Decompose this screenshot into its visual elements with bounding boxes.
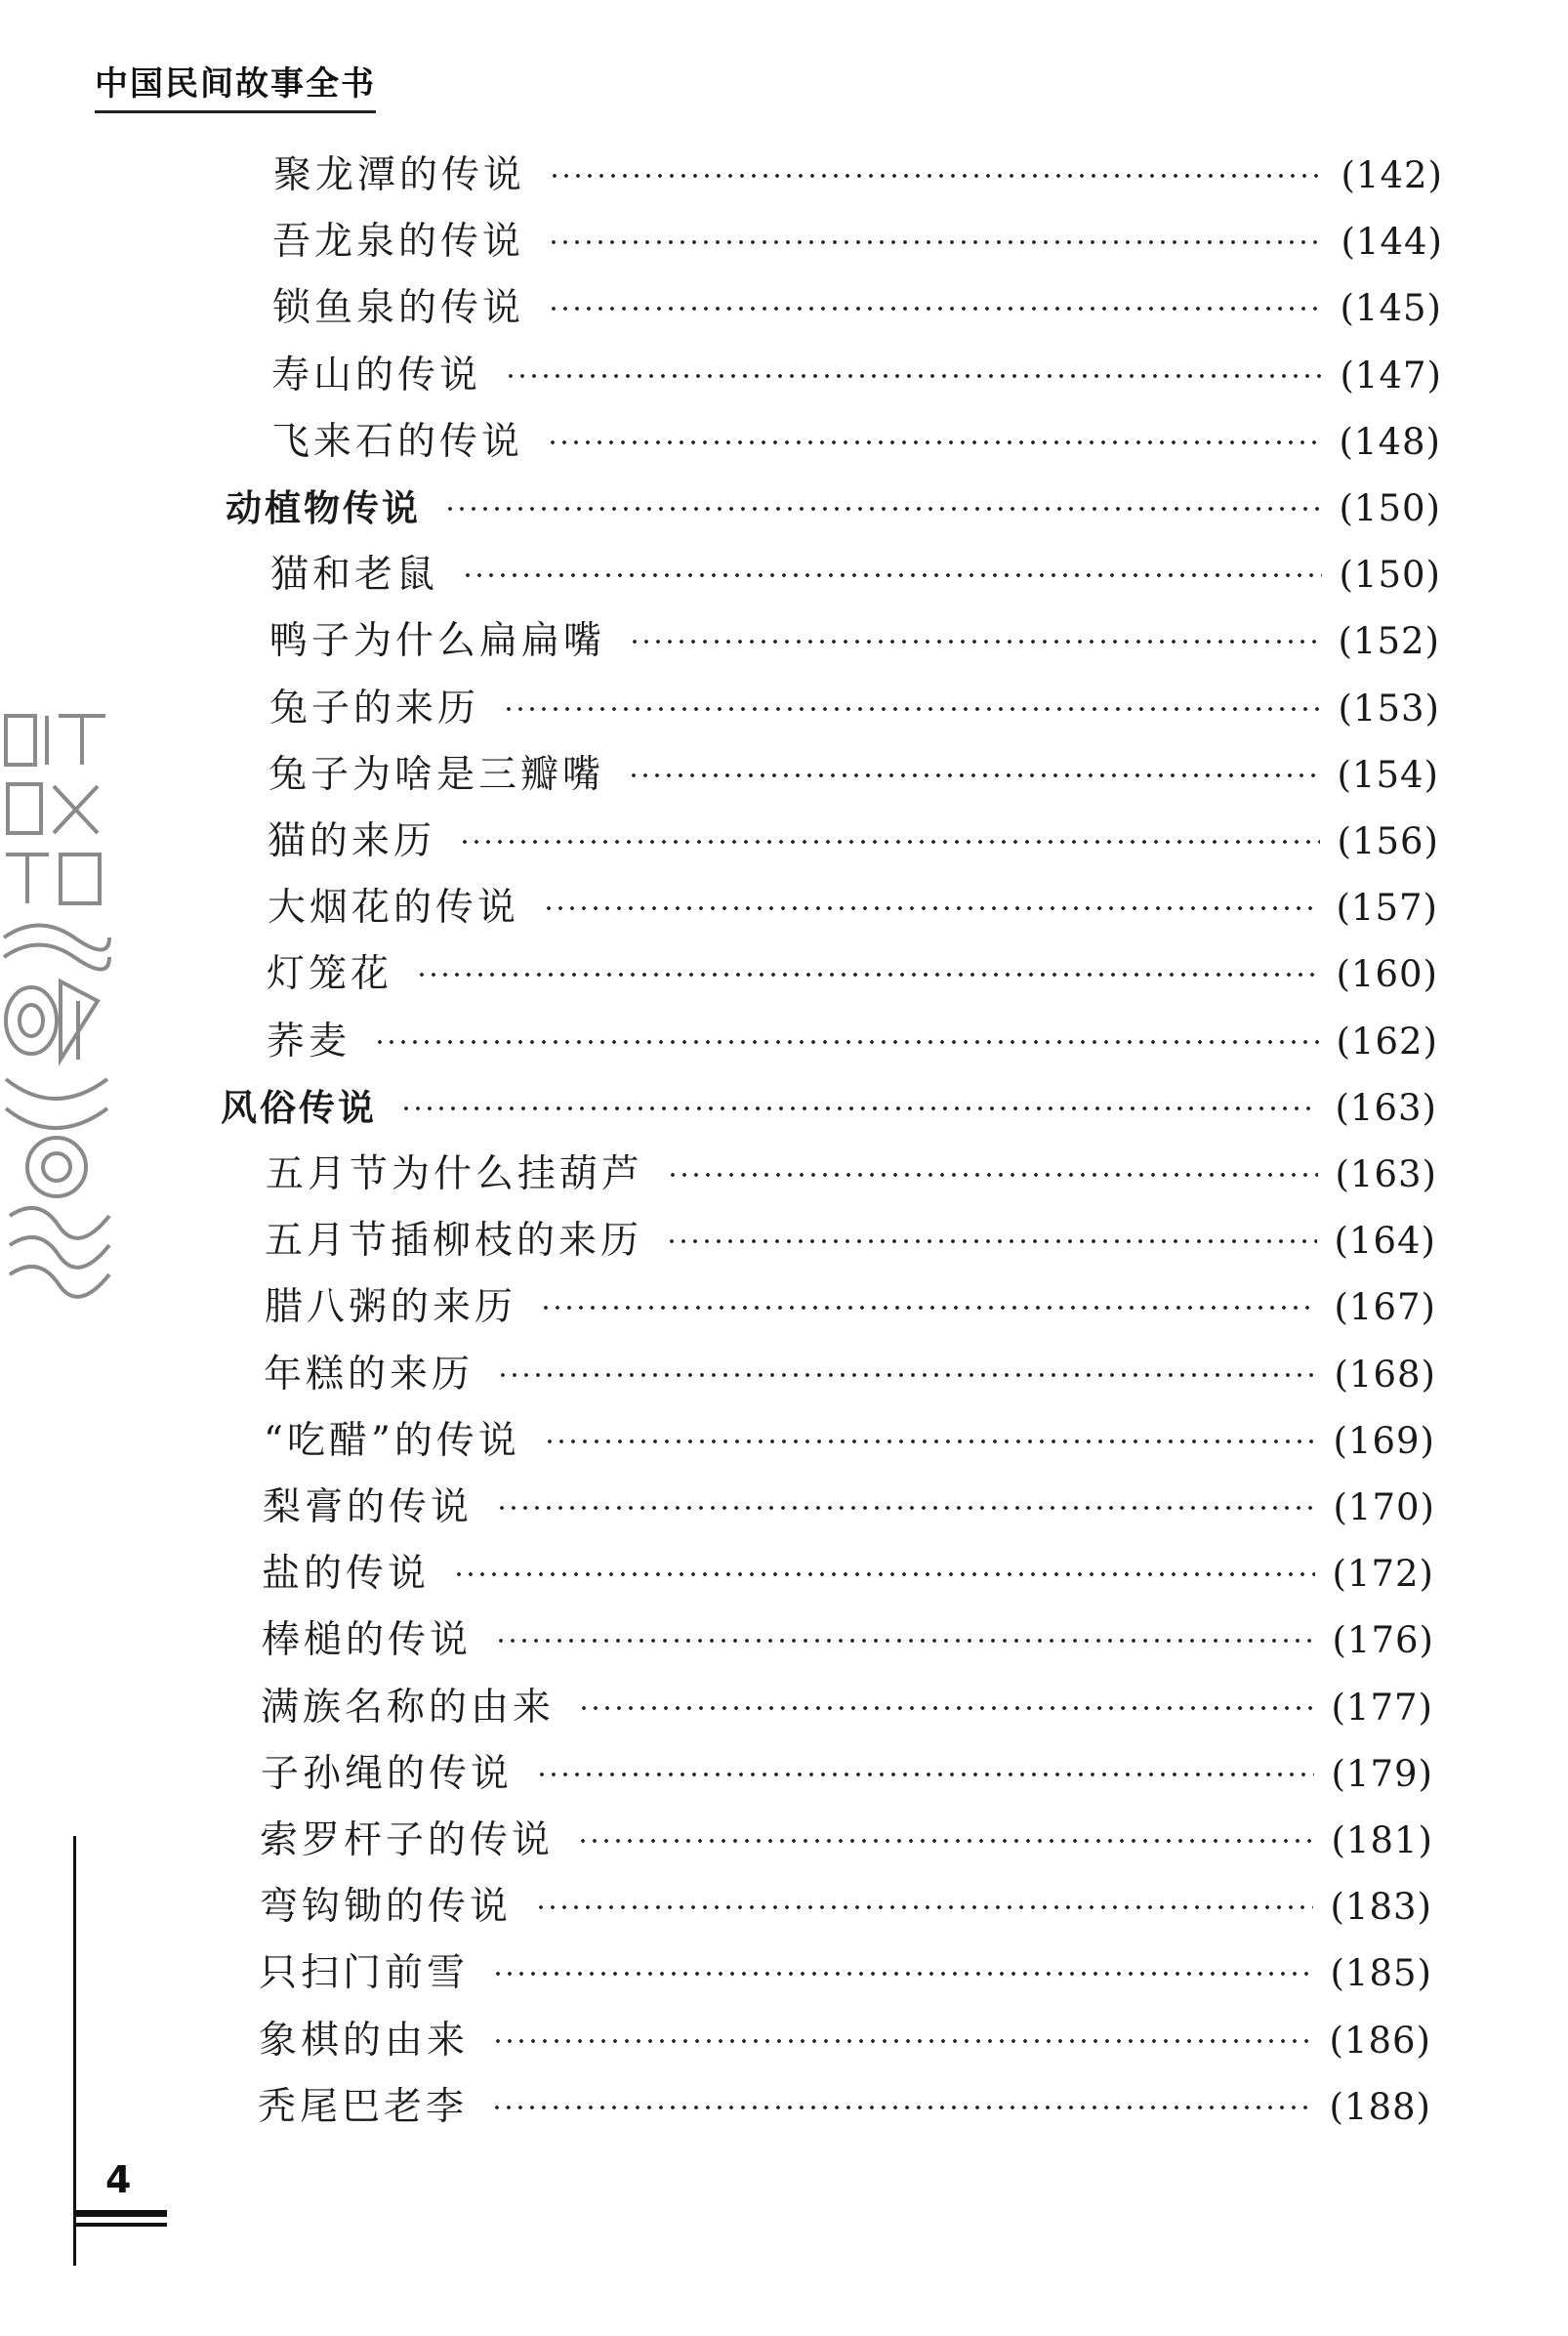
dot-leader xyxy=(536,1772,1313,1777)
toc-entry-row xyxy=(259,2012,1431,2070)
dot-leader xyxy=(495,1638,1314,1644)
toc-entry-title: 年糕的来历 xyxy=(264,1353,475,1397)
toc-entry-title: 飞来石的传说 xyxy=(271,420,524,464)
book-title-header: 中国民间故事全书 xyxy=(95,57,376,113)
toc-page-number: (154) xyxy=(1337,754,1439,796)
toc-entry-title: 只扫门前雪 xyxy=(259,1951,470,1995)
toc-page-number: (170) xyxy=(1333,1486,1435,1528)
toc-entry-title: 兔子为啥是三瓣嘴 xyxy=(268,753,605,797)
toc-page-number: (163) xyxy=(1335,1087,1437,1129)
toc-page-number: (188) xyxy=(1329,2086,1431,2128)
dot-leader xyxy=(505,373,1322,379)
toc-entry-row xyxy=(272,279,1442,338)
toc-entry-title: 鸭子为什么扁扁嘴 xyxy=(269,619,606,663)
toc-page-number: (179) xyxy=(1331,1753,1433,1795)
dot-leader xyxy=(416,972,1318,978)
footer-rule-thick xyxy=(73,2210,167,2217)
toc-page-number: (156) xyxy=(1337,820,1439,862)
dot-leader xyxy=(577,1838,1313,1844)
dot-leader xyxy=(578,1705,1313,1711)
toc-entry-title: 猫的来历 xyxy=(268,819,436,863)
dot-leader xyxy=(491,2105,1311,2110)
toc-page-number: (144) xyxy=(1341,221,1443,263)
toc-page-number: (167) xyxy=(1334,1286,1436,1328)
toc-page-number: (164) xyxy=(1334,1220,1436,1262)
toc-entry-title: 五月节插柳枝的来历 xyxy=(265,1219,643,1263)
dot-leader xyxy=(400,1105,1318,1111)
toc-page-number: (145) xyxy=(1340,287,1442,329)
toc-entry-row xyxy=(267,1013,1438,1071)
toc-page-number: (169) xyxy=(1333,1420,1435,1462)
dot-leader xyxy=(548,239,1323,245)
toc-page-number: (153) xyxy=(1338,688,1440,730)
toc-entry-title: 子孙绳的传说 xyxy=(261,1752,514,1796)
toc-page-number: (168) xyxy=(1334,1354,1436,1396)
dot-leader xyxy=(547,439,1321,445)
toc-section-title: 动植物传说 xyxy=(226,487,421,529)
dot-leader xyxy=(544,1439,1316,1444)
toc-entry-title: “吃醋”的传说 xyxy=(264,1419,520,1463)
toc-entry-title: 腊八粥的来历 xyxy=(265,1285,517,1329)
toc-entry-row xyxy=(271,413,1441,472)
toc-entry-row xyxy=(266,1146,1437,1204)
page-number: 4 xyxy=(105,2158,132,2201)
toc-page-number: (142) xyxy=(1341,154,1443,196)
toc-page-number: (160) xyxy=(1336,953,1438,995)
dot-leader xyxy=(535,1904,1312,1910)
toc-entry-row xyxy=(264,1346,1436,1404)
footer-rule-thin xyxy=(73,2223,167,2227)
toc-entry-title: 盐的传说 xyxy=(262,1552,431,1596)
dot-leader xyxy=(503,706,1320,712)
toc-entry-title: 索罗杆子的传说 xyxy=(260,1818,555,1862)
toc-entry-title: 吾龙泉的传说 xyxy=(272,220,525,264)
toc-entry-title: 满族名称的由来 xyxy=(261,1686,556,1730)
toc-entry-title: 荞麦 xyxy=(267,1020,351,1064)
toc-entry-row xyxy=(263,1479,1435,1537)
dot-leader xyxy=(666,1238,1316,1244)
dot-leader xyxy=(543,905,1318,911)
toc-section-row xyxy=(226,480,1441,538)
toc-page-number: (183) xyxy=(1330,1886,1432,1928)
toc-entry-title: 棒槌的传说 xyxy=(262,1618,473,1662)
toc-section-row xyxy=(221,1079,1437,1138)
toc-entry-row xyxy=(268,746,1439,805)
toc-entry-row xyxy=(270,546,1441,605)
toc-page-number: (176) xyxy=(1332,1619,1434,1661)
toc-entry-title: 寿山的传说 xyxy=(271,354,482,397)
toc-page-number: (181) xyxy=(1331,1819,1433,1861)
toc-page-number: (162) xyxy=(1336,1021,1438,1063)
toc-entry-title: 秃尾巴老李 xyxy=(258,2085,469,2129)
toc-entry-row xyxy=(262,1611,1434,1670)
toc-page-number: (148) xyxy=(1339,421,1441,463)
toc-entry-row xyxy=(260,1812,1433,1870)
dot-leader xyxy=(540,1305,1316,1311)
toc-entry-row xyxy=(262,1545,1434,1604)
toc-entry-row xyxy=(261,1679,1433,1737)
toc-page-number: (186) xyxy=(1329,2020,1431,2062)
dot-leader xyxy=(444,506,1322,512)
toc-entry-title: 梨膏的传说 xyxy=(263,1485,474,1529)
dot-leader xyxy=(492,2038,1311,2044)
toc-entry-row xyxy=(265,1212,1436,1271)
dot-leader xyxy=(462,572,1321,578)
dot-leader xyxy=(459,839,1319,845)
dot-leader xyxy=(549,173,1323,179)
toc-entry-row xyxy=(269,680,1440,738)
toc-page-number: (150) xyxy=(1339,487,1441,529)
toc-entry-title: 象棋的由来 xyxy=(259,2019,470,2063)
toc-page-number: (150) xyxy=(1339,554,1441,596)
toc-entry-row xyxy=(269,612,1440,671)
toc-entry-row xyxy=(265,1278,1436,1337)
toc-entry-row xyxy=(258,2078,1431,2137)
toc-entry-title: 兔子的来历 xyxy=(269,687,480,730)
toc-entry-row xyxy=(268,879,1438,938)
toc-entry-title: 聚龙潭的传说 xyxy=(273,153,526,197)
toc-entry-title: 五月节为什么挂葫芦 xyxy=(266,1152,644,1196)
toc-page-number: (157) xyxy=(1336,887,1438,929)
dot-leader xyxy=(374,1039,1318,1045)
dot-leader xyxy=(628,772,1319,778)
toc-page-number: (152) xyxy=(1338,620,1440,662)
toc-page-number: (172) xyxy=(1332,1553,1434,1595)
toc-page-number: (163) xyxy=(1335,1153,1437,1195)
dot-leader xyxy=(667,1172,1317,1178)
toc-entry-title: 弯钩锄的传说 xyxy=(260,1885,513,1929)
dot-leader xyxy=(497,1372,1316,1378)
toc-entry-row xyxy=(273,146,1443,205)
toc-page-number: (177) xyxy=(1331,1687,1433,1729)
toc-entry-row xyxy=(272,213,1443,271)
toc-section-title: 风俗传说 xyxy=(221,1087,377,1129)
dot-leader xyxy=(453,1571,1314,1577)
toc-entry-row xyxy=(267,945,1438,1004)
dot-leader xyxy=(496,1505,1315,1511)
toc-entry-title: 锁鱼泉的传说 xyxy=(272,286,525,330)
dot-leader xyxy=(629,639,1320,645)
dot-leader xyxy=(492,1971,1312,1977)
toc-page-number: (147) xyxy=(1340,355,1442,396)
toc-entry-row xyxy=(259,1944,1432,2003)
toc-entry-row xyxy=(260,1878,1432,1937)
toc-page-number: (185) xyxy=(1330,1952,1432,1994)
toc-entry-title: 灯笼花 xyxy=(267,952,393,996)
toc-entry-row xyxy=(264,1412,1435,1471)
left-margin-rule xyxy=(73,1836,76,2266)
toc-entry-title: 猫和老鼠 xyxy=(270,553,439,597)
dot-leader xyxy=(548,306,1322,312)
toc-entry-row xyxy=(268,813,1439,871)
toc-entry-title: 大烟花的传说 xyxy=(268,886,520,930)
toc-entry-row xyxy=(261,1745,1433,1804)
toc-entry-row xyxy=(271,347,1442,405)
